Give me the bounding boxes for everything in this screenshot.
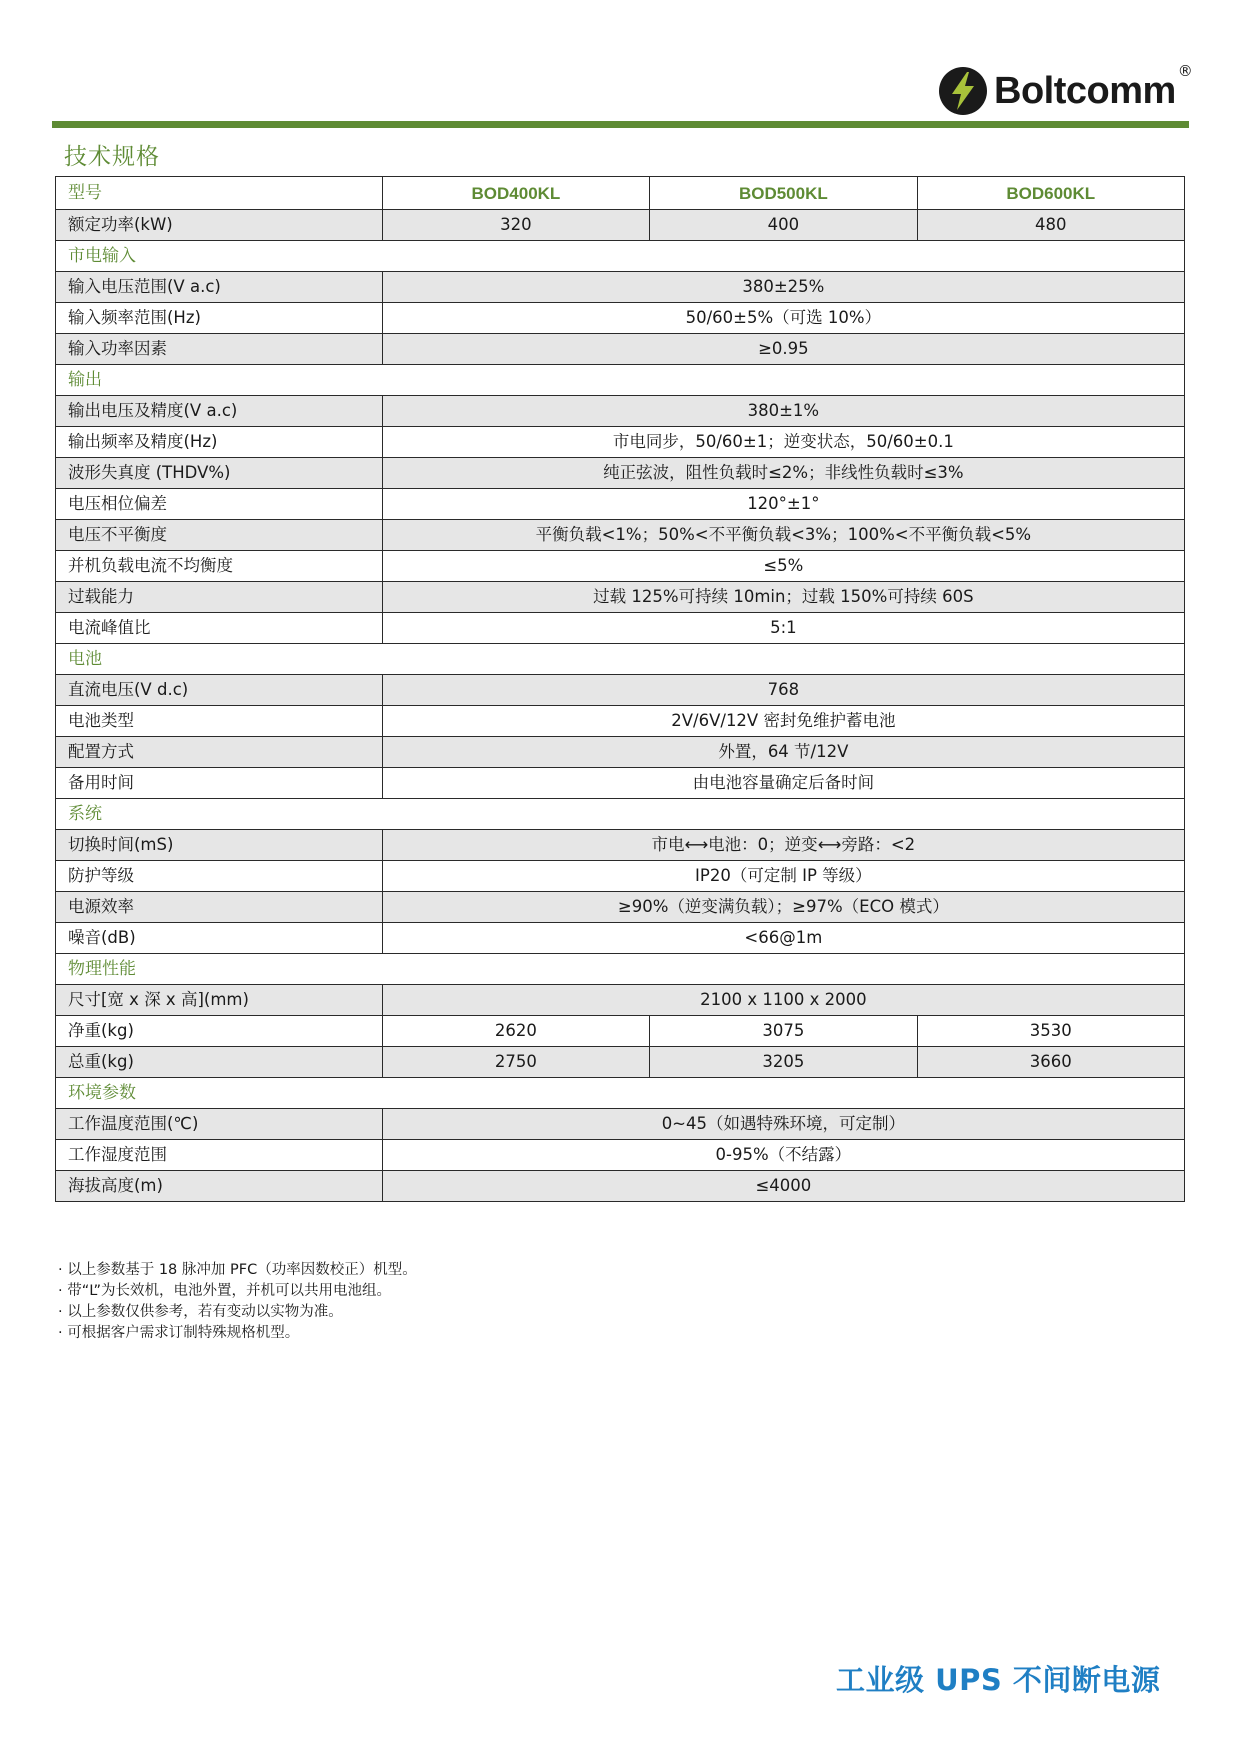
row-value: 外置，64 节/12V xyxy=(382,737,1184,768)
category-label: 环境参数 xyxy=(56,1078,1185,1109)
category-row xyxy=(56,644,1185,675)
row-label: 过载能力 xyxy=(56,582,383,613)
category-row xyxy=(56,799,1185,830)
row-value: 3660 xyxy=(917,1047,1184,1078)
table-header-row xyxy=(56,177,1185,210)
header-rule xyxy=(52,121,1189,128)
row-label: 防护等级 xyxy=(56,861,383,892)
row-label: 输入功率因素 xyxy=(56,334,383,365)
row-label: 电池类型 xyxy=(56,706,383,737)
row-value: 3075 xyxy=(650,1016,917,1047)
table-row xyxy=(56,582,1185,613)
table-row xyxy=(56,892,1185,923)
row-value: 400 xyxy=(650,210,917,241)
row-value: 平衡负载<1%；50%<不平衡负载<3%；100%<不平衡负载<5% xyxy=(382,520,1184,551)
row-value: 2100 x 1100 x 2000 xyxy=(382,985,1184,1016)
table-row xyxy=(56,1109,1185,1140)
row-value: 市电同步，50/60±1；逆变状态，50/60±0.1 xyxy=(382,427,1184,458)
row-label: 电流峰值比 xyxy=(56,613,383,644)
row-label: 直流电压(V d.c) xyxy=(56,675,383,706)
row-label: 输入频率范围(Hz) xyxy=(56,303,383,334)
row-value: 3205 xyxy=(650,1047,917,1078)
bolt-logo-icon xyxy=(938,66,988,116)
table-row xyxy=(56,1016,1185,1047)
row-value: 2620 xyxy=(382,1016,649,1047)
row-value: ≥90%（逆变满负载）；≥97%（ECO 模式） xyxy=(382,892,1184,923)
row-value: 380±25% xyxy=(382,272,1184,303)
note-item: · 带“L”为长效机，电池外置，并机可以共用电池组。 xyxy=(58,1283,392,1299)
row-label: 电压不平衡度 xyxy=(56,520,383,551)
note-item: · 可根据客户需求订制特殊规格机型。 xyxy=(58,1325,300,1341)
row-label: 工作温度范围(℃) xyxy=(56,1109,383,1140)
page-title: 技术规格 xyxy=(64,144,160,170)
model-bod400kl: BOD400KL xyxy=(382,177,649,210)
category-row xyxy=(56,365,1185,396)
table-row xyxy=(56,830,1185,861)
model-bod500kl: BOD500KL xyxy=(650,177,917,210)
table-row xyxy=(56,396,1185,427)
note-item: · 以上参数基于 18 脉冲加 PFC（功率因数校正）机型。 xyxy=(58,1262,417,1278)
table-row xyxy=(56,861,1185,892)
row-value: 过载 125%可持续 10min；过载 150%可持续 60S xyxy=(382,582,1184,613)
row-label: 额定功率(kW) xyxy=(56,210,383,241)
row-label: 工作湿度范围 xyxy=(56,1140,383,1171)
row-value: 768 xyxy=(382,675,1184,706)
row-value: 5:1 xyxy=(382,613,1184,644)
row-value: 2V/6V/12V 密封免维护蓄电池 xyxy=(382,706,1184,737)
table-row xyxy=(56,551,1185,582)
row-value: 纯正弦波，阻性负载时≤2%；非线性负载时≤3% xyxy=(382,458,1184,489)
spec-table xyxy=(55,176,1185,1202)
row-value: 由电池容量确定后备时间 xyxy=(382,768,1184,799)
row-label: 备用时间 xyxy=(56,768,383,799)
table-row xyxy=(56,334,1185,365)
row-value: ≤5% xyxy=(382,551,1184,582)
brand-logo xyxy=(938,63,1193,119)
table-row xyxy=(56,768,1185,799)
table-row xyxy=(56,737,1185,768)
table-row xyxy=(56,675,1185,706)
category-label: 物理性能 xyxy=(56,954,1185,985)
row-value: ≥0.95 xyxy=(382,334,1184,365)
row-value: 320 xyxy=(382,210,649,241)
row-value: 3530 xyxy=(917,1016,1184,1047)
category-label: 电池 xyxy=(56,644,1185,675)
table-row xyxy=(56,520,1185,551)
model-bod600kl: BOD600KL xyxy=(917,177,1184,210)
table-row xyxy=(56,923,1185,954)
row-label: 并机负载电流不均衡度 xyxy=(56,551,383,582)
table-row xyxy=(56,427,1185,458)
table-row xyxy=(56,1047,1185,1078)
table-row xyxy=(56,613,1185,644)
row-label: 波形失真度 (THDV%) xyxy=(56,458,383,489)
brand-name: Boltcomm xyxy=(994,69,1176,112)
row-label: 切换时间(mS) xyxy=(56,830,383,861)
table-row xyxy=(56,706,1185,737)
row-value: 480 xyxy=(917,210,1184,241)
row-label: 输入电压范围(V a.c) xyxy=(56,272,383,303)
notes xyxy=(58,1260,417,1344)
row-value: 市电⟷电池：0；逆变⟷旁路：<2 xyxy=(382,830,1184,861)
row-value: 380±1% xyxy=(382,396,1184,427)
category-row xyxy=(56,954,1185,985)
row-value: 0~45（如遇特殊环境，可定制） xyxy=(382,1109,1184,1140)
row-label: 净重(kg) xyxy=(56,1016,383,1047)
footer-title: 工业级 UPS 不间断电源 xyxy=(836,1663,1161,1697)
table-row xyxy=(56,489,1185,520)
row-value: IP20（可定制 IP 等级） xyxy=(382,861,1184,892)
row-value: 50/60±5%（可选 10%） xyxy=(382,303,1184,334)
model-header-label: 型号 xyxy=(56,177,383,210)
category-label: 系统 xyxy=(56,799,1185,830)
category-label: 输出 xyxy=(56,365,1185,396)
table-row xyxy=(56,985,1185,1016)
table-row xyxy=(56,272,1185,303)
table-row xyxy=(56,303,1185,334)
row-label: 总重(kg) xyxy=(56,1047,383,1078)
table-row xyxy=(56,1171,1185,1202)
row-value: 0-95%（不结露） xyxy=(382,1140,1184,1171)
row-value: <66@1m xyxy=(382,923,1184,954)
row-value: 2750 xyxy=(382,1047,649,1078)
row-label: 尺寸[宽 x 深 x 高](mm) xyxy=(56,985,383,1016)
table-row xyxy=(56,210,1185,241)
registered-mark: ® xyxy=(1177,62,1193,80)
table-row xyxy=(56,1140,1185,1171)
category-label: 市电输入 xyxy=(56,241,1185,272)
row-label: 配置方式 xyxy=(56,737,383,768)
row-label: 噪音(dB) xyxy=(56,923,383,954)
table-row xyxy=(56,458,1185,489)
row-label: 输出电压及精度(V a.c) xyxy=(56,396,383,427)
row-value: ≤4000 xyxy=(382,1171,1184,1202)
row-label: 输出频率及精度(Hz) xyxy=(56,427,383,458)
row-label: 电压相位偏差 xyxy=(56,489,383,520)
row-label: 电源效率 xyxy=(56,892,383,923)
note-item: · 以上参数仅供参考，若有变动以实物为准。 xyxy=(58,1304,343,1320)
category-row xyxy=(56,1078,1185,1109)
row-value: 120°±1° xyxy=(382,489,1184,520)
category-row xyxy=(56,241,1185,272)
row-label: 海拔高度(m) xyxy=(56,1171,383,1202)
